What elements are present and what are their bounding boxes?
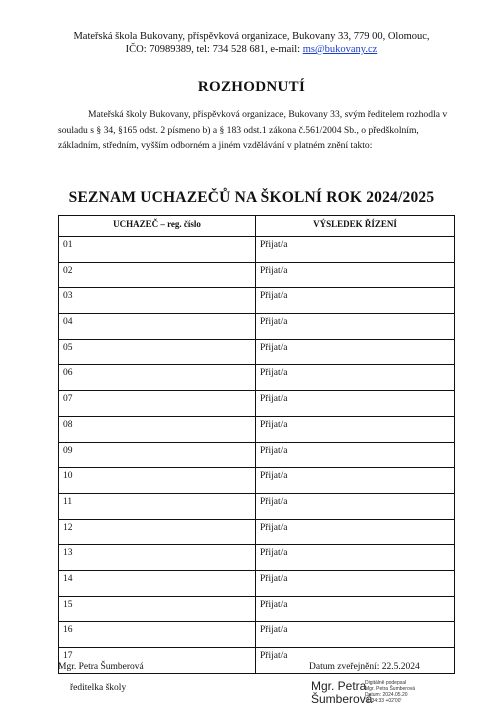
table-row (59, 339, 455, 365)
signature-meta-line1: Digitálně podepsal (365, 680, 407, 686)
signature-meta-line3: Datum: 2024.05.20 (365, 692, 408, 698)
table-row (59, 288, 455, 314)
result-cell: Přijat/a (256, 596, 455, 622)
digital-signature-details (365, 680, 415, 704)
result-cell: Přijat/a (256, 493, 455, 519)
column-header-result: VÝSLEDEK ŘÍZENÍ (256, 216, 455, 237)
footer-name: Mgr. Petra Šumberová (58, 662, 144, 672)
table-row (59, 365, 455, 391)
result-cell: Přijat/a (256, 391, 455, 417)
applicant-id-cell: 14 (59, 570, 256, 596)
applicant-id-cell: 07 (59, 391, 256, 417)
result-cell: Přijat/a (256, 545, 455, 571)
applicant-id-cell: 03 (59, 288, 256, 314)
publication-date: Datum zveřejnění: 22.5.2024 (309, 662, 420, 672)
table-header-row (59, 216, 455, 237)
applicants-table (58, 215, 455, 674)
school-header-line1: Mateřská škola Bukovany, příspěvková organizace, Bukovany 33, 779 00, Olomouc, (73, 31, 430, 42)
applicant-id-cell: 13 (59, 545, 256, 571)
intro-text: Mateřská školy Bukovany, příspěvková organizace, Bukovany 33, svým ředitelem rozhodla v souladu s § 34, §165 odst. 2 písmeno b) a § 183 odst.1 zákona č.561/2004 Sb., o předškolním, základním, středním, vyšším odborném a jiném vzdělávání v platném znění takto: (58, 109, 448, 151)
signature-name-line2: Šumberová (311, 692, 373, 706)
page-title: ROZHODNUTÍ (197, 79, 306, 95)
table-row (59, 442, 455, 468)
column-header-applicant: UCHAZEČ – reg. číslo (59, 216, 256, 237)
applicant-id-cell: 17 (59, 648, 256, 674)
result-cell: Přijat/a (256, 519, 455, 545)
applicant-id-cell: 08 (59, 416, 256, 442)
footer-role: ředitelka školy (70, 683, 127, 693)
table-row (59, 391, 455, 417)
result-cell: Přijat/a (256, 468, 455, 494)
table-row (59, 545, 455, 571)
result-cell: Přijat/a (256, 339, 455, 365)
applicant-id-cell: 15 (59, 596, 256, 622)
table-row (59, 262, 455, 288)
intro-paragraph (58, 107, 458, 154)
result-cell: Přijat/a (256, 365, 455, 391)
result-cell: Přijat/a (256, 262, 455, 288)
applicant-id-cell: 16 (59, 622, 256, 648)
table-row (59, 237, 455, 263)
applicant-id-cell: 01 (59, 237, 256, 263)
result-cell: Přijat/a (256, 442, 455, 468)
digital-signature-name (311, 680, 372, 706)
applicant-id-cell: 06 (59, 365, 256, 391)
result-cell: Přijat/a (256, 288, 455, 314)
table-row (59, 493, 455, 519)
school-contact: IČO: 70989389, tel: 734 528 681, e-mail: (125, 44, 303, 55)
applicant-id-cell: 09 (59, 442, 256, 468)
email-link[interactable]: ms@bukovany.cz (302, 44, 378, 55)
signature-meta-line2: Mgr. Petra Šumberová (365, 686, 416, 692)
applicant-id-cell: 11 (59, 493, 256, 519)
applicant-id-cell: 12 (59, 519, 256, 545)
signature-meta-line4: 11:34:33 +02'00' (365, 698, 402, 704)
result-cell: Přijat/a (256, 416, 455, 442)
school-header-line2 (0, 43, 503, 56)
result-cell: Přijat/a (256, 570, 455, 596)
table-row (59, 519, 455, 545)
applicant-id-cell: 10 (59, 468, 256, 494)
table-row (59, 622, 455, 648)
signature-name-line1: Mgr. Petra (311, 679, 367, 693)
table-row (59, 596, 455, 622)
table-row (59, 416, 455, 442)
table-row (59, 570, 455, 596)
table-body (59, 237, 455, 674)
list-title: SEZNAM UCHAZEČŮ NA ŠKOLNÍ ROK 2024/2025 (68, 189, 435, 206)
table-row (59, 468, 455, 494)
table-row (59, 314, 455, 340)
applicant-id-cell: 05 (59, 339, 256, 365)
result-cell: Přijat/a (256, 648, 455, 674)
result-cell: Přijat/a (256, 622, 455, 648)
applicant-id-cell: 04 (59, 314, 256, 340)
result-cell: Přijat/a (256, 237, 455, 263)
result-cell: Přijat/a (256, 314, 455, 340)
applicant-id-cell: 02 (59, 262, 256, 288)
